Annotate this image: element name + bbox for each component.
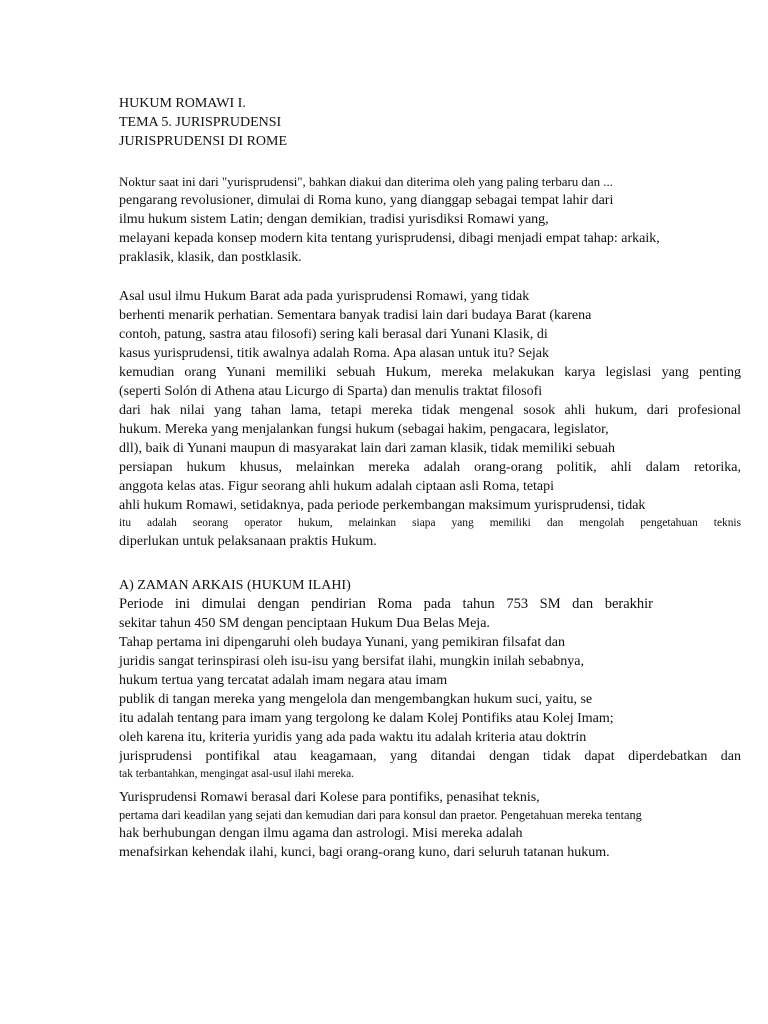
text-line: kemudian orang Yunani memiliki sebuah Hukum, mereka melakukan karya legislasi yang penting <box>119 365 741 380</box>
text-line: publik di tangan mereka yang mengelola dan mengembangkan hukum suci, yaitu, se <box>119 692 593 707</box>
text-line: contoh, patung, sastra atau filosofi) sering kali berasal dari Yunani Klasik, di <box>119 327 548 342</box>
text-line: hukum. Mereka yang menjalankan fungsi hukum (sebagai hakim, pengacara, legislator, <box>119 422 609 437</box>
text-line: berhenti menarik perhatian. Sementara banyak tradisi lain dari budaya Barat (karena <box>119 308 592 323</box>
text-line: pertama dari keadilan yang sejati dan kemudian dari para konsul dan praetor. Pengetahuan mereka tentang <box>119 808 642 822</box>
header-line-2: TEMA 5. JURISPRUDENSI <box>119 115 282 130</box>
text-line: dll), baik di Yunani maupun di masyarakat lain dari zaman klasik, tidak memiliki sebuah <box>119 441 615 456</box>
paragraph-origins <box>119 287 741 551</box>
section-a-title: A) ZAMAN ARKAIS (HUKUM ILAHI) <box>119 578 351 593</box>
text-line: pengarang revolusioner, dimulai di Roma kuno, yang dianggap sebagai tempat lahir dari <box>119 193 614 208</box>
text-line: tak terbantahkan, mengingat asal-usul ilahi mereka. <box>119 768 355 780</box>
paragraph-intro <box>119 172 741 267</box>
text-line: Asal usul ilmu Hukum Barat ada pada yurisprudensi Romawi, yang tidak <box>119 289 530 304</box>
text-line: persiapan hukum khusus, melainkan mereka adalah orang-orang politik, ahli dalam retorika, <box>119 460 741 475</box>
text-line: anggota kelas atas. Figur seorang ahli hukum adalah ciptaan asli Roma, tetapi <box>119 479 555 494</box>
text-line: Tahap pertama ini dipengaruhi oleh budaya Yunani, yang pemikiran filsafat dan <box>119 635 565 650</box>
text-line: Periode ini dimulai dengan pendirian Roma pada tahun 753 SM dan berakhir <box>119 596 653 612</box>
text-line: sekitar tahun 450 SM dengan penciptaan Hukum Dua Belas Meja. <box>119 616 490 631</box>
text-line: dari hak nilai yang tahan lama, tetapi mereka tidak mengenal sosok ahli hukum, dari profesional <box>119 403 741 418</box>
section-heading <box>119 576 741 595</box>
paragraph-archaic-period <box>119 595 741 783</box>
text-line: ahli hukum Romawi, setidaknya, pada periode perkembangan maksimum yurisprudensi, tidak <box>119 498 646 513</box>
text-line: hukum tertua yang tercatat adalah imam negara atau imam <box>119 673 448 688</box>
text-line: jurisprudensi pontifikal atau keagamaan, yang ditandai dengan tidak dapat diperdebatkan dan <box>119 749 741 764</box>
paragraph-pontiffs <box>119 788 741 862</box>
text-line: itu adalah tentang para imam yang tergolong ke dalam Kolej Pontifiks atau Kolej Imam; <box>119 711 614 726</box>
text-line: diperlukan untuk pelaksanaan praktis Hukum. <box>119 534 377 549</box>
document-header <box>119 94 741 151</box>
text-line: kasus yurisprudensi, titik awalnya adalah Roma. Apa alasan untuk itu? Sejak <box>119 346 550 361</box>
text-line: hak berhubungan dengan ilmu agama dan astrologi. Misi mereka adalah <box>119 826 523 841</box>
text-line: ilmu hukum sistem Latin; dengan demikian, tradisi yurisdiksi Romawi yang, <box>119 212 549 227</box>
text-line: Yurisprudensi Romawi berasal dari Kolese para pontifiks, penasihat teknis, <box>119 790 540 805</box>
text-line: oleh karena itu, kriteria yuridis yang ada pada waktu itu adalah kriteria atau doktrin <box>119 730 587 745</box>
text-line: Noktur saat ini dari "yurisprudensi", bahkan diakui dan diterima oleh yang paling terbaru dan ... <box>119 174 613 189</box>
text-line: praklasik, klasik, dan postklasik. <box>119 250 302 265</box>
header-line-1: HUKUM ROMAWI I. <box>119 96 246 111</box>
text-line: menafsirkan kehendak ilahi, kunci, bagi orang-orang kuno, dari seluruh tatanan hukum. <box>119 845 610 860</box>
text-line: juridis sangat terinspirasi oleh isu-isu yang bersifat ilahi, mungkin inilah sebabnya, <box>119 654 585 669</box>
header-line-3: JURISPRUDENSI DI ROME <box>119 134 288 149</box>
text-line: (seperti Solón di Athena atau Licurgo di Sparta) dan menulis traktat filosofi <box>119 384 543 399</box>
text-line: melayani kepada konsep modern kita tentang yurisprudensi, dibagi menjadi empat tahap: arkaik, <box>119 231 660 246</box>
text-line: itu adalah seorang operator hukum, melainkan siapa yang memiliki dan mengolah pengetahuan teknis <box>119 517 741 529</box>
